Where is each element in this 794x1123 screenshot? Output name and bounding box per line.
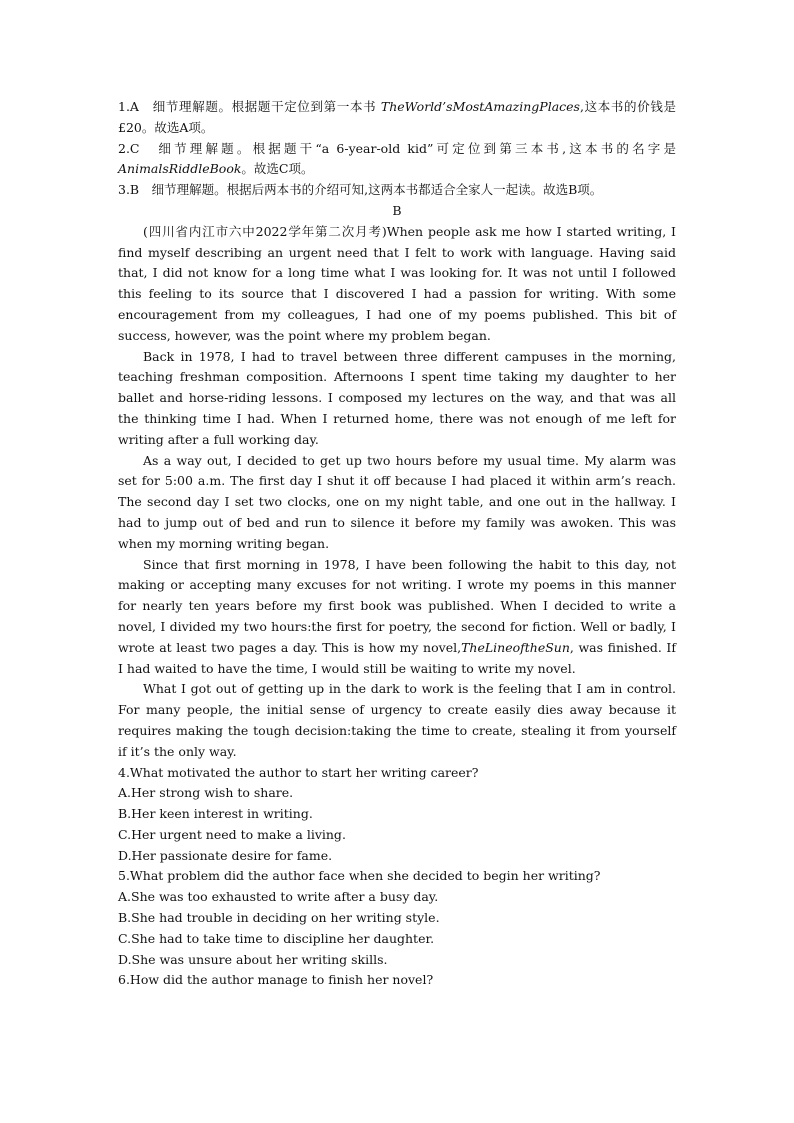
passage-source: (四川省内江市六中2022学年第二次月考) [143, 223, 387, 239]
passage-paragraph-3: As a way out, I decided to get up two hours before my usual time. My alarm was set for 5:00 a.m. The first day I shut it off because I had placed it within arm’s reach. The second day I set two clocks, one on my night table, and one out in the hallway. I had to jump out of bed and run to silence it before my family was awoken. This was when my morning writing began. [118, 452, 676, 551]
answer-2-title: AnimalsRiddleBook [118, 161, 242, 177]
passage-paragraph-2: Back in 1978, I had to travel between three different campuses in the morning, teaching freshman composition. Afternoons I spent time taking my daughter to her ballet and horse-riding lessons. I composed my lectures on the way, and that was all the thinking time I had. When I returned home, there was not enough of me left for writing after a full working day. [118, 348, 676, 447]
novel-title: TheLineoftheSun [461, 639, 570, 655]
passage-paragraph-1 [118, 222, 676, 347]
answer-2-text: 2.C 细节理解题。根据题干“a 6-year-old kid”可定位到第三本书,这本书的名字是 [118, 140, 676, 156]
answer-1-text: 1.A 细节理解题。根据题干定位到第一本书 [118, 99, 381, 114]
option-5b: B.She had trouble in deciding on her writing style. [118, 910, 440, 926]
option-5d: D.She was unsure about her writing skills. [118, 951, 388, 967]
option-4a: A.Her strong wish to share. [118, 785, 294, 801]
answer-2-rest: 。故选C项。 [241, 161, 314, 177]
option-4b: B.Her keen interest in writing. [118, 806, 313, 822]
question-6: 6.How did the author manage to finish her novel? [118, 972, 434, 988]
answer-1-rest: ,这本书的价钱是£20。故选A项。 [118, 99, 676, 135]
answer-1-title: TheWorld’sMostAmazingPlaces [380, 99, 580, 114]
option-4d: D.Her passionate desire for fame. [118, 847, 333, 863]
section-heading: B [392, 202, 402, 218]
answer-1 [118, 97, 676, 139]
question-5: 5.What problem did the author face when she decided to begin her writing? [118, 868, 601, 884]
answer-3: 3.B 细节理解题。根据后两本书的介绍可知,这两本书都适合全家人一起读。故选B项。 [118, 182, 603, 198]
paragraph-4-rest: , was finished. If I had waited to have the time, I would still be waiting to write my novel. [118, 639, 676, 676]
question-4: 4.What motivated the author to start her writing career? [118, 764, 479, 780]
answer-2 [118, 139, 676, 181]
paragraph-4-text: Since that first morning in 1978, I have been following the habit to this day, not making or accepting many excuses for not writing. I wrote my poems in this manner for nearly ten years before my first book was published. When I decided to write a novel, I divided my two hours:the first for poetry, the second for fiction. Well or badly, I wrote at least two pages a day. This is how my novel, [118, 556, 676, 655]
passage-paragraph-4 [118, 555, 676, 680]
option-5a: A.She was too exhausted to write after a busy day. [118, 889, 439, 905]
paragraph-1-text: When people ask me how I started writing, I find myself describing an urgent need that I felt to work with language. Having said that, I did not know for a long time what I was looking for. It was not until I followed this feeling to its source that I discovered I had a passion for writing. With some encouragement from my colleagues, I had one of my poems published. This bit of success, however, was the point where my problem began. [118, 223, 676, 343]
document-content [118, 97, 676, 991]
option-5c: C.She had to take time to discipline her daughter. [118, 930, 435, 946]
passage-paragraph-5: What I got out of getting up in the dark to work is the feeling that I am in control. For many people, the initial sense of urgency to create easily dies away because it requires making the tough decision:taking the time to create, stealing it from yourself if it’s the only way. [118, 681, 676, 759]
option-4c: C.Her urgent need to make a living. [118, 826, 346, 842]
